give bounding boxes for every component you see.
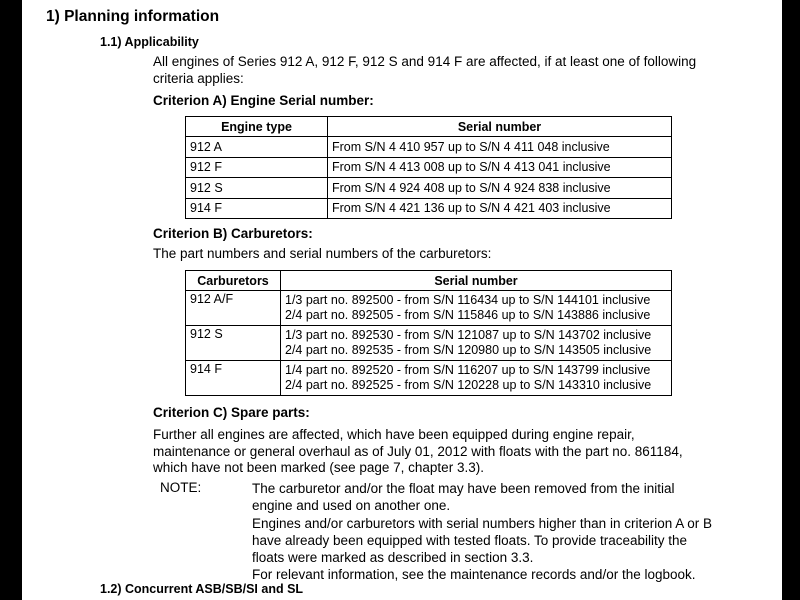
intro-paragraph: All engines of Series 912 A, 912 F, 912 S and 914 F are affected, if at least one of following criteria applies: [153, 54, 697, 86]
criterion-c-text: Further all engines are affected, which have been equipped during engine repair, maintenance or general overhaul as of July 01, 2012 with floats with the part no. 861184, which have not been marked (see page 7, chapter 3.3). [153, 427, 683, 475]
column-header: Engine type [186, 117, 328, 137]
note-paragraph: Engines and/or carburetors with serial numbers higher than in criterion A or B have already been equipped with tested floats. To provide traceability the floats were marked as described in section 3.3. [252, 515, 712, 566]
table-row [186, 198, 672, 218]
carburetor-type-cell: 914 F [186, 361, 281, 396]
table-row [186, 291, 672, 326]
serial-number-cell [281, 361, 672, 396]
serial-number-cell [281, 326, 672, 361]
criterion-b-intro: The part numbers and serial numbers of the carburetors: [153, 246, 492, 261]
engine-type-cell: 912 A [186, 137, 328, 157]
engine-serial-table [185, 116, 672, 219]
serial-number-cell: From S/N 4 924 408 up to S/N 4 924 838 inclusive [328, 178, 672, 198]
criterion-a-title: Criterion A) Engine Serial number: [153, 93, 374, 108]
column-header: Carburetors [186, 271, 281, 291]
note-text [252, 480, 712, 584]
note-label: NOTE: [160, 480, 202, 495]
serial-line: 2/4 part no. 892505 - from S/N 115846 up to S/N 143886 inclusive [285, 308, 651, 322]
table-header-row [186, 117, 672, 137]
section-title: 1) Planning information [46, 8, 220, 25]
table-row [186, 137, 672, 157]
column-header: Serial number [328, 117, 672, 137]
serial-line: 1/3 part no. 892500 - from S/N 116434 up to S/N 144101 inclusive [285, 292, 651, 307]
serial-number-cell [281, 291, 672, 326]
column-header: Serial number [281, 271, 672, 291]
carburetor-serial-table [185, 270, 672, 396]
serial-line: 1/3 part no. 892530 - from S/N 121087 up to S/N 143702 inclusive [285, 327, 652, 342]
subsection-applicability: 1.1) Applicability [100, 35, 199, 49]
note-paragraph: The carburetor and/or the float may have been removed from the initial engine and used on another one. [252, 481, 675, 514]
serial-number-cell: From S/N 4 421 136 up to S/N 4 421 403 inclusive [328, 198, 672, 218]
engine-type-cell: 912 S [186, 178, 328, 198]
document-page [22, 0, 782, 600]
serial-line: 2/4 part no. 892525 - from S/N 120228 up to S/N 143310 inclusive [285, 378, 652, 392]
serial-number-cell: From S/N 4 413 008 up to S/N 4 413 041 inclusive [328, 157, 672, 177]
table-row [186, 326, 672, 361]
serial-number-cell: From S/N 4 410 957 up to S/N 4 411 048 inclusive [328, 137, 672, 157]
subsection-concurrent: 1.2) Concurrent ASB/SB/SI and SL [100, 582, 304, 596]
table-row [186, 361, 672, 396]
criterion-b-title: Criterion B) Carburetors: [153, 226, 313, 241]
note-paragraph: For relevant information, see the maintenance records and/or the logbook. [252, 567, 696, 583]
engine-type-cell: 912 F [186, 157, 328, 177]
table-row [186, 157, 672, 177]
serial-line: 1/4 part no. 892520 - from S/N 116207 up to S/N 143799 inclusive [285, 362, 651, 377]
serial-line: 2/4 part no. 892535 - from S/N 120980 up to S/N 143505 inclusive [285, 343, 652, 357]
table-row [186, 178, 672, 198]
table-header-row [186, 271, 672, 291]
engine-type-cell: 914 F [186, 198, 328, 218]
carburetor-type-cell: 912 A/F [186, 291, 281, 326]
carburetor-type-cell: 912 S [186, 326, 281, 361]
criterion-c-title: Criterion C) Spare parts: [153, 405, 310, 420]
